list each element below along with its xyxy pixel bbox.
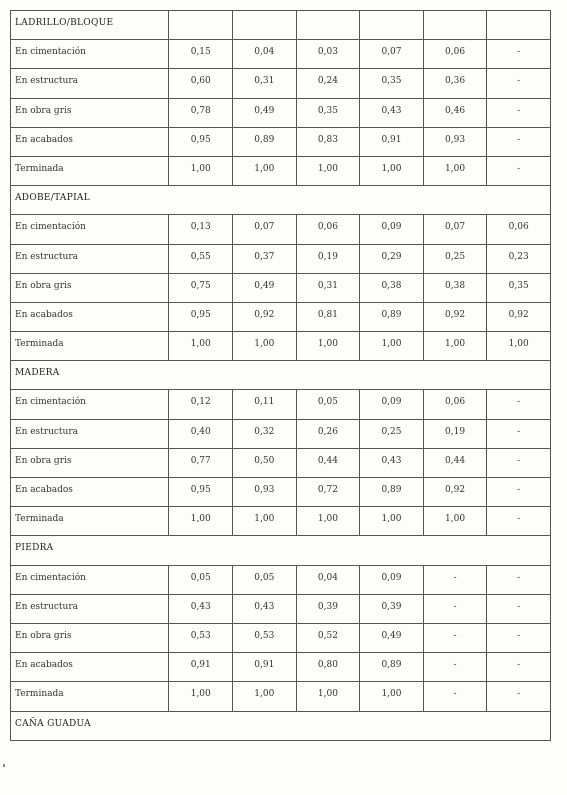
value-cell: 0,26 (296, 419, 360, 448)
construction-progress-table (10, 10, 551, 741)
row-label: En acabados (11, 653, 169, 682)
empty-header-cell (296, 11, 360, 40)
value-cell: 0,09 (360, 565, 424, 594)
value-cell: 1,00 (360, 682, 424, 711)
row-label: En cimentación (11, 565, 169, 594)
value-cell: 1,00 (169, 682, 233, 711)
table-row (11, 623, 551, 652)
row-label: En obra gris (11, 98, 169, 127)
row-label: En obra gris (11, 273, 169, 302)
table-row (11, 565, 551, 594)
row-label: En estructura (11, 69, 169, 98)
table-row (11, 127, 551, 156)
value-cell: 0,49 (233, 98, 297, 127)
value-cell: - (487, 682, 551, 711)
empty-header-cell (487, 11, 551, 40)
row-label: En cimentación (11, 40, 169, 69)
value-cell: - (487, 623, 551, 652)
value-cell: 0,44 (423, 448, 487, 477)
value-cell: - (487, 419, 551, 448)
value-cell: 0,60 (169, 69, 233, 98)
table-row (11, 682, 551, 711)
section-header-row (11, 186, 551, 215)
table-row (11, 215, 551, 244)
value-cell: 0,93 (233, 478, 297, 507)
value-cell: 0,39 (360, 594, 424, 623)
value-cell: - (487, 69, 551, 98)
value-cell: 0,72 (296, 478, 360, 507)
value-cell: 0,05 (296, 390, 360, 419)
table-row (11, 156, 551, 185)
value-cell: 0,95 (169, 478, 233, 507)
section-title: ADOBE/TAPIAL (11, 186, 551, 215)
row-label: En acabados (11, 302, 169, 331)
value-cell: 0,19 (423, 419, 487, 448)
value-cell: 0,25 (423, 244, 487, 273)
table-body (11, 11, 551, 741)
row-label: En obra gris (11, 448, 169, 477)
value-cell: 1,00 (233, 156, 297, 185)
value-cell: 0,38 (423, 273, 487, 302)
value-cell: 0,92 (487, 302, 551, 331)
value-cell: 0,95 (169, 302, 233, 331)
value-cell: 0,89 (233, 127, 297, 156)
table-row (11, 98, 551, 127)
value-cell: 0,19 (296, 244, 360, 273)
value-cell: 1,00 (423, 332, 487, 361)
value-cell: 0,06 (423, 390, 487, 419)
value-cell: - (487, 565, 551, 594)
table-row (11, 69, 551, 98)
value-cell: 0,07 (423, 215, 487, 244)
table-row (11, 478, 551, 507)
empty-header-cell (423, 11, 487, 40)
table-row (11, 244, 551, 273)
value-cell: 0,46 (423, 98, 487, 127)
value-cell: 0,53 (169, 623, 233, 652)
value-cell: 0,32 (233, 419, 297, 448)
empty-header-cell (233, 11, 297, 40)
value-cell: - (487, 156, 551, 185)
value-cell: 1,00 (296, 507, 360, 536)
value-cell: 0,92 (423, 478, 487, 507)
row-label: En estructura (11, 244, 169, 273)
value-cell: 0,93 (423, 127, 487, 156)
value-cell: 0,05 (233, 565, 297, 594)
row-label: En estructura (11, 419, 169, 448)
row-label: En acabados (11, 127, 169, 156)
empty-header-cell (360, 11, 424, 40)
value-cell: 0,43 (360, 448, 424, 477)
value-cell: 0,92 (233, 302, 297, 331)
value-cell: 1,00 (487, 332, 551, 361)
row-label: Terminada (11, 682, 169, 711)
row-label: En cimentación (11, 390, 169, 419)
value-cell: - (423, 565, 487, 594)
value-cell: 0,36 (423, 69, 487, 98)
value-cell: 0,43 (233, 594, 297, 623)
value-cell: - (487, 507, 551, 536)
value-cell: 1,00 (296, 332, 360, 361)
value-cell: 0,35 (360, 69, 424, 98)
value-cell: 0,38 (360, 273, 424, 302)
value-cell: - (487, 390, 551, 419)
row-label: En obra gris (11, 623, 169, 652)
table-row (11, 419, 551, 448)
value-cell: 0,25 (360, 419, 424, 448)
value-cell: 0,52 (296, 623, 360, 652)
value-cell: 0,15 (169, 40, 233, 69)
value-cell: 0,39 (296, 594, 360, 623)
value-cell: 0,91 (169, 653, 233, 682)
row-label: En estructura (11, 594, 169, 623)
table-row (11, 448, 551, 477)
value-cell: - (423, 653, 487, 682)
value-cell: - (423, 594, 487, 623)
value-cell: 0,49 (233, 273, 297, 302)
table-row (11, 273, 551, 302)
value-cell: 1,00 (296, 156, 360, 185)
value-cell: 0,89 (360, 653, 424, 682)
value-cell: - (487, 127, 551, 156)
value-cell: - (423, 623, 487, 652)
value-cell: 0,07 (360, 40, 424, 69)
value-cell: 0,04 (296, 565, 360, 594)
row-label: Terminada (11, 507, 169, 536)
value-cell: 1,00 (233, 332, 297, 361)
value-cell: 0,29 (360, 244, 424, 273)
table-row (11, 390, 551, 419)
empty-header-cell (169, 11, 233, 40)
value-cell: 1,00 (169, 507, 233, 536)
value-cell: - (487, 653, 551, 682)
value-cell: 0,40 (169, 419, 233, 448)
value-cell: 1,00 (296, 682, 360, 711)
value-cell: 0,11 (233, 390, 297, 419)
section-header-row (11, 536, 551, 565)
value-cell: - (487, 478, 551, 507)
value-cell: 0,12 (169, 390, 233, 419)
value-cell: 0,91 (233, 653, 297, 682)
table-row (11, 594, 551, 623)
table-row (11, 302, 551, 331)
section-header-row (11, 11, 551, 40)
value-cell: 0,23 (487, 244, 551, 273)
value-cell: 1,00 (360, 156, 424, 185)
value-cell: - (487, 40, 551, 69)
row-label: Terminada (11, 156, 169, 185)
value-cell: 0,31 (233, 69, 297, 98)
value-cell: 0,06 (296, 215, 360, 244)
value-cell: 0,75 (169, 273, 233, 302)
value-cell: 0,43 (360, 98, 424, 127)
value-cell: 0,89 (360, 302, 424, 331)
value-cell: 0,80 (296, 653, 360, 682)
value-cell: 0,53 (233, 623, 297, 652)
value-cell: 0,83 (296, 127, 360, 156)
section-header-row (11, 361, 551, 390)
value-cell: 0,95 (169, 127, 233, 156)
value-cell: 0,35 (487, 273, 551, 302)
value-cell: 0,07 (233, 215, 297, 244)
value-cell: 0,37 (233, 244, 297, 273)
value-cell: 1,00 (423, 507, 487, 536)
value-cell: 0,81 (296, 302, 360, 331)
value-cell: 0,78 (169, 98, 233, 127)
value-cell: 0,92 (423, 302, 487, 331)
value-cell: 1,00 (169, 332, 233, 361)
value-cell: 0,06 (487, 215, 551, 244)
value-cell: 1,00 (360, 507, 424, 536)
value-cell: - (487, 98, 551, 127)
value-cell: 0,04 (233, 40, 297, 69)
value-cell: 0,91 (360, 127, 424, 156)
row-label: En cimentación (11, 215, 169, 244)
value-cell: 0,50 (233, 448, 297, 477)
scan-mark (3, 764, 5, 767)
value-cell: 0,31 (296, 273, 360, 302)
section-title: MADERA (11, 361, 551, 390)
value-cell: 0,13 (169, 215, 233, 244)
section-title: PIEDRA (11, 536, 551, 565)
value-cell: 1,00 (233, 507, 297, 536)
value-cell: 0,03 (296, 40, 360, 69)
table-row (11, 507, 551, 536)
value-cell: 0,43 (169, 594, 233, 623)
value-cell: - (487, 594, 551, 623)
value-cell: 0,05 (169, 565, 233, 594)
value-cell: 0,24 (296, 69, 360, 98)
value-cell: 1,00 (360, 332, 424, 361)
value-cell: - (487, 448, 551, 477)
value-cell: 0,77 (169, 448, 233, 477)
value-cell: 0,55 (169, 244, 233, 273)
value-cell: 0,49 (360, 623, 424, 652)
table-row (11, 332, 551, 361)
value-cell: 0,35 (296, 98, 360, 127)
row-label: En acabados (11, 478, 169, 507)
value-cell: 1,00 (423, 156, 487, 185)
section-title: LADRILLO/BLOQUE (11, 11, 169, 40)
section-title: CAÑA GUADUA (11, 711, 551, 740)
value-cell: - (423, 682, 487, 711)
table-row (11, 40, 551, 69)
section-header-row (11, 711, 551, 740)
value-cell: 0,89 (360, 478, 424, 507)
value-cell: 0,06 (423, 40, 487, 69)
value-cell: 1,00 (233, 682, 297, 711)
value-cell: 0,09 (360, 390, 424, 419)
table-row (11, 653, 551, 682)
value-cell: 1,00 (169, 156, 233, 185)
value-cell: 0,44 (296, 448, 360, 477)
row-label: Terminada (11, 332, 169, 361)
value-cell: 0,09 (360, 215, 424, 244)
